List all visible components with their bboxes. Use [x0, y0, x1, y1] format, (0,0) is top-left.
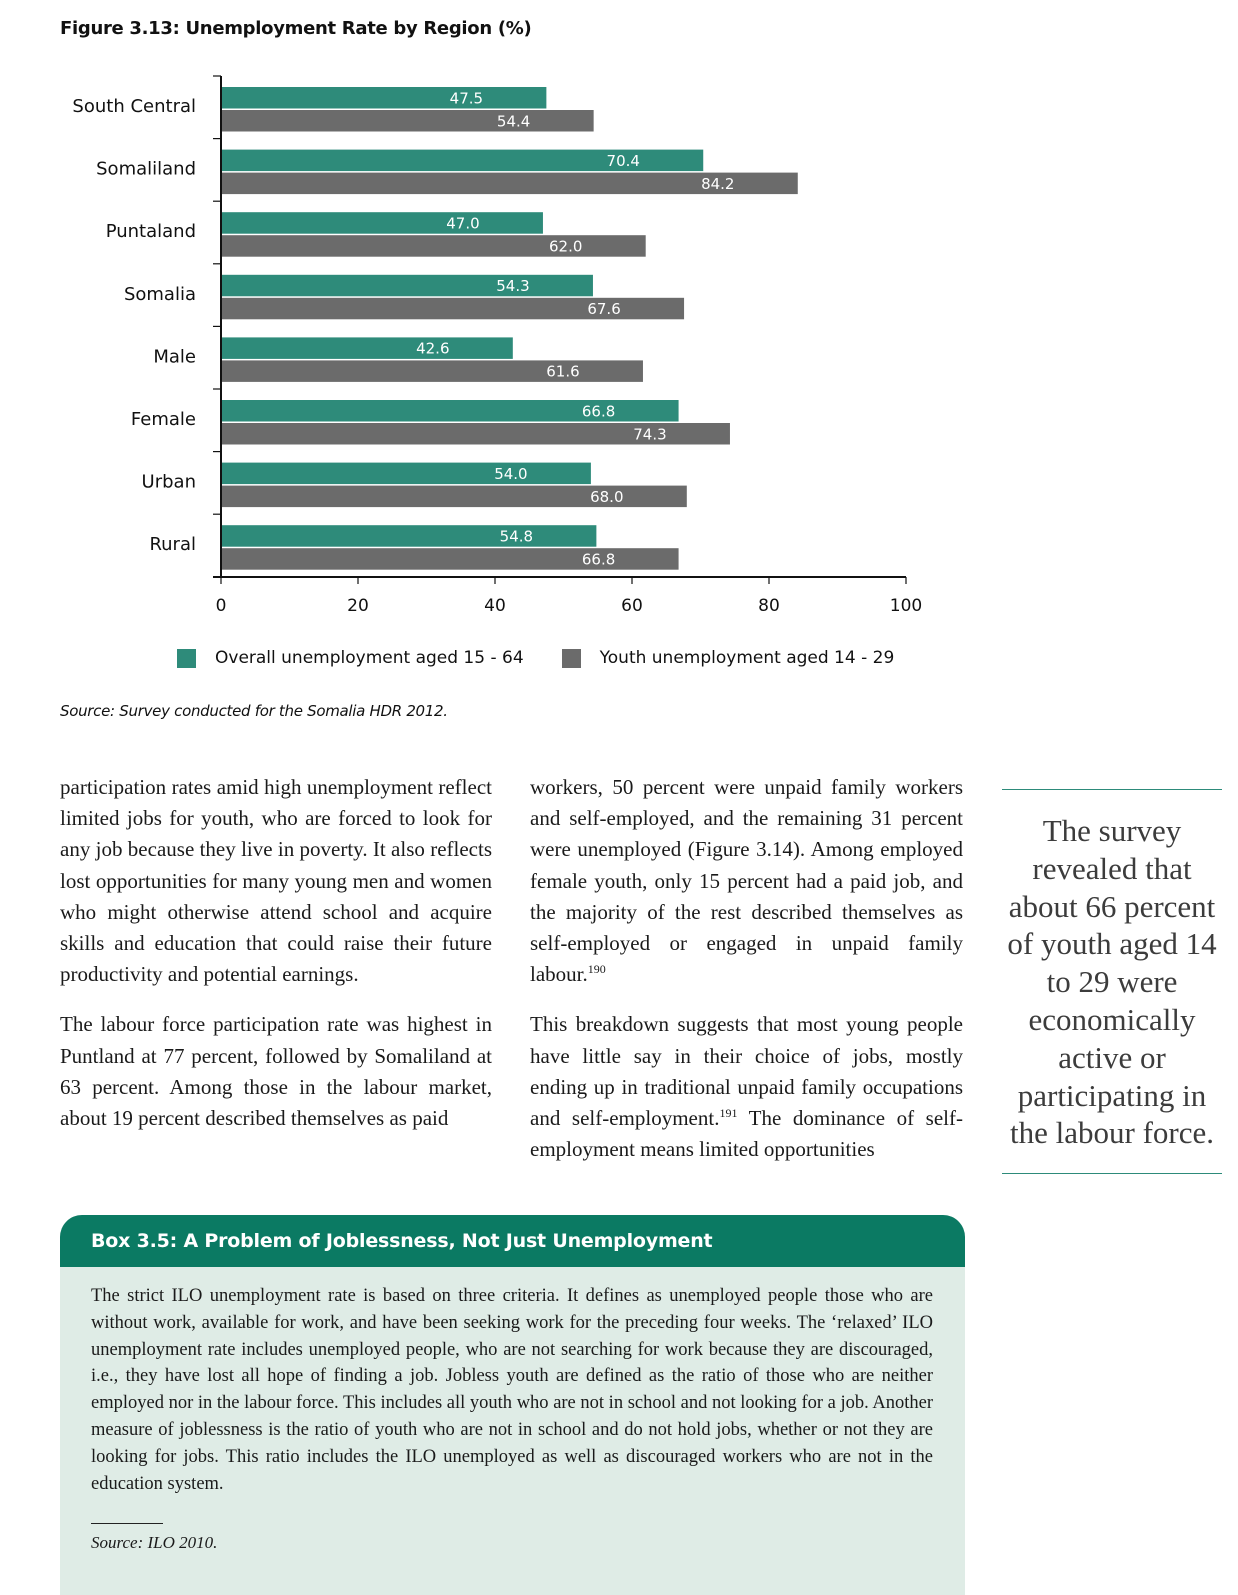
bar-value-label: 47.5: [449, 89, 484, 108]
category-label: Urban: [141, 471, 196, 493]
x-tick-label: 40: [484, 596, 506, 616]
paragraph: The labour force participation rate was highest in Puntland at 77 percent, followed by Somaliland at 63 percent. Among those in the labour market, about 19 percent described themselves as paid: [60, 1012, 492, 1131]
chart-legend: [177, 648, 932, 668]
paragraph-text: The dominance of self-employment means limited opportunities: [530, 1106, 963, 1162]
legend-item-overall: [177, 648, 524, 668]
legend-label-overall: Overall unemployment aged 15 - 64: [215, 648, 524, 668]
bar-value-label: 74.3: [633, 425, 667, 444]
box-source: Source: ILO 2010.: [91, 1533, 218, 1552]
x-tick-label: 80: [758, 596, 780, 616]
category-label: South Central: [72, 96, 196, 117]
x-tick-label: 60: [621, 596, 643, 616]
bar-value-label: 70.4: [606, 151, 640, 170]
figure-title: Figure 3.13: Unemployment Rate by Region (%): [60, 18, 532, 39]
paragraph: [530, 772, 963, 990]
bar-chart: [0, 60, 960, 630]
category-label: Female: [130, 409, 196, 430]
bar: [221, 110, 594, 132]
bar-value-label: 62.0: [548, 237, 583, 256]
footnote-ref: 191: [719, 1106, 738, 1121]
paragraph-text: This breakdown suggests that most young people have little say in their choice of jobs, mostly ending up in traditional unpaid family occupations and self-employment.: [530, 1012, 963, 1131]
category-label: Rural: [149, 534, 196, 556]
bar-value-label: 67.6: [587, 300, 621, 319]
box-source-rule: [91, 1523, 163, 1524]
pull-quote-rule-bottom: [1002, 1173, 1222, 1174]
body-column-middle: [530, 772, 963, 1184]
category-label: Puntaland: [105, 221, 196, 243]
body-column-left: [60, 772, 492, 1153]
category-label: Male: [153, 346, 196, 368]
legend-item-youth: [562, 648, 895, 668]
box-title: Box 3.5: A Problem of Joblessness, Not Just Unemployment: [91, 1230, 713, 1252]
bar-value-label: 66.8: [581, 550, 616, 569]
bar-value-label: 54.0: [494, 464, 528, 483]
bar-value-label: 54.4: [496, 112, 531, 131]
bar: [221, 463, 591, 485]
bar-value-label: 66.8: [581, 402, 616, 421]
category-label: Somaliland: [96, 158, 196, 180]
bar: [221, 212, 543, 234]
bar-value-label: 54.3: [496, 277, 530, 296]
bar-value-label: 47.0: [446, 214, 480, 233]
bar: [221, 337, 513, 359]
bar-value-label: 61.6: [546, 362, 580, 381]
box-body: The strict ILO unemployment rate is based on three criteria. It defines as unemployed people those who are without work, available for work, and have been seeking work for the preceding four weeks. The ‘relaxed’ ILO unemployment rate includes unemployed people, who are not searching for work because they are discouraged, i.e., they have lost all hope of finding a job. Jobless youth are defined as the ratio of those who are neither employed nor in the labour force. This includes all youth who are not in school and not looking for a job. Another measure of joblessness is the ratio of youth who are not in school and do not hold jobs, whether or not they are looking for jobs. This ratio includes the ILO unemployed as well as discouraged workers who are not in the education system.: [91, 1286, 933, 1494]
paragraph-text: workers, 50 percent were unpaid family workers and self-employed, and the remaining 31 percent were unemployed (Figure 3.14). Among employed female youth, only 15 percent had a paid job, and the majority of the rest described themselves as self-employed or engaged in unpaid family labour.: [530, 775, 963, 987]
bar-value-label: 54.8: [499, 527, 534, 546]
bar: [221, 275, 593, 297]
legend-label-youth: Youth unemployment aged 14 - 29: [599, 648, 895, 668]
pull-quote: The survey revealed that about 66 percent of youth aged 14 to 29 were economically active or participating in the labour force.: [1007, 813, 1217, 1151]
x-tick-label: 20: [347, 596, 369, 616]
box-panel: [60, 1215, 965, 1595]
pull-quote-rule-top: [1002, 789, 1222, 790]
x-tick-label: 100: [889, 596, 923, 616]
paragraph: [530, 1009, 963, 1165]
category-label: Somalia: [123, 283, 196, 305]
paragraph: participation rates amid high unemployment reflect limited jobs for youth, who are forced to look for any job because they live in poverty. It also reflects lost opportunities for many young men and women who might otherwise attend school and acquire skills and education that could raise their future productivity and potential earnings.: [60, 775, 492, 987]
footnote-ref: 190: [587, 962, 606, 977]
bar-value-label: 84.2: [701, 174, 735, 193]
legend-swatch-overall: [177, 649, 196, 668]
bar: [221, 87, 546, 109]
bar-value-label: 68.0: [590, 487, 624, 506]
legend-swatch-youth: [562, 649, 581, 668]
bar: [221, 525, 596, 547]
x-tick-label: 0: [215, 596, 227, 616]
bar-value-label: 42.6: [416, 339, 450, 358]
figure-source: Source: Survey conducted for the Somalia HDR 2012.: [60, 702, 448, 720]
box-header: [60, 1215, 965, 1267]
